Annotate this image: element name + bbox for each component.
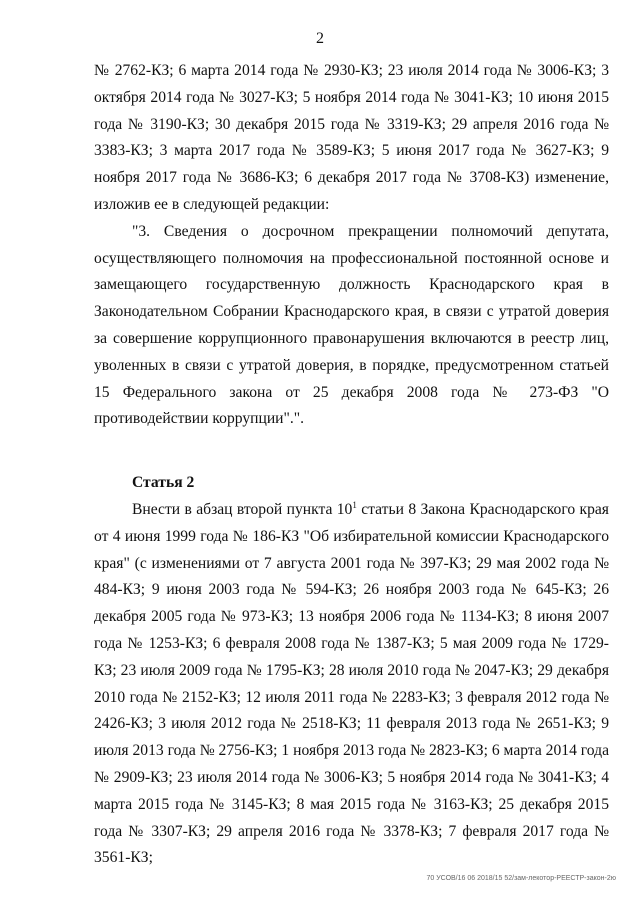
paragraph-new-wording: "3. Сведения о досрочном прекращении полномочий депутата, осуществляющего полномочия на профессиональной постоянной основе и замещающего государственную должность Краснодарского края в Законодательном Собрании Краснодарского края, в связи с утратой доверия за совершение коррупционного правонарушения включаются в реестр лиц, уволенных в связи с утратой доверия, в порядке, предусмотренном статьей 15 Федерального закона от 25 декабря 2008 года № 273-ФЗ "О противодействии коррупции".". <box>94 222 609 428</box>
footer-file-path: 70 УСОВ/16 06 2018/15 52/зам-лекотор-РЕЕСТР-закон-2ю <box>426 875 616 882</box>
paragraph-article-2-rest: статьи 8 Закона Краснодарского края от 4 июня 1999 года № 186-КЗ "Об избирательной комиссии Краснодарского края" (с изменениями от 7 августа 2001 года № 397-КЗ; 29 мая 2002 года № 484-КЗ; 9 июня 2003 года № 594-КЗ; 26 ноября 2003 года № 645-КЗ; 26 декабря 2005 года № 973-КЗ; 13 ноября 2006 года № 1134-КЗ; 8 июня 2007 года № 1253-КЗ; 6 февраля 2008 года № 1387-КЗ; 5 мая 2009 года № 1729-КЗ; 23 июля 2009 года № 1795-КЗ; 28 июля 2010 года № 2047-КЗ; 29 декабря 2010 года № 2152-КЗ; 12 июля 2011 года № 2283-КЗ; 3 февраля 2012 года № 2426-КЗ; 3 июля 2012 года № 2518-КЗ; 11 февраля 2013 года № 2651-КЗ; 9 июля 2013 года № 2756-КЗ; 1 ноября 2013 года № 2823-КЗ; 6 марта 2014 года № 2909-КЗ; 23 июля 2014 года № 3006-КЗ; 5 ноября 2014 года № 3041-КЗ; 4 марта 2015 года № 3145-КЗ; 8 мая 2015 года № 3163-КЗ; 25 декабря 2015 года № 3307-КЗ; 29 апреля 2016 года № 3378-КЗ; 7 февраля 2017 года № 3561-КЗ; <box>94 500 609 867</box>
superscript-index: 1 <box>352 499 357 510</box>
paragraph-article-2 <box>94 497 609 872</box>
document-body <box>94 58 609 872</box>
page-number: 2 <box>316 30 324 47</box>
paragraph-amendment-list: № 2762-КЗ; 6 марта 2014 года № 2930-КЗ; 23 июля 2014 года № 3006-КЗ; 3 октября 2014 года № 3027-КЗ; 5 ноября 2014 года № 3041-КЗ; 10 июня 2015 года № 3190-КЗ; 30 декабря 2015 года № 3319-КЗ; 29 апреля 2016 года № 3383-КЗ; 3 марта 2017 года № 3589-КЗ; 5 июня 2017 года № 3627-КЗ; 9 ноября 2017 года № 3686-КЗ; 6 декабря 2017 года № 3708-КЗ) изменение, изложив ее в следующей редакции: <box>94 62 609 213</box>
paragraph-article-2-start: Внести в абзац второй пункта 10 <box>132 500 353 518</box>
article-heading: Статья 2 <box>132 474 195 492</box>
